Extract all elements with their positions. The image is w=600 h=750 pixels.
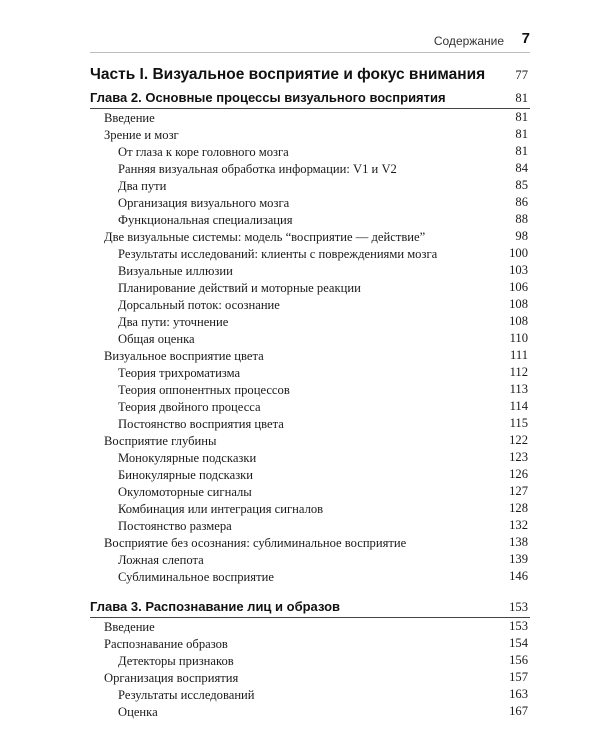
toc-chapter-page: 81 — [515, 91, 528, 105]
toc-subentry — [90, 517, 530, 534]
toc-entry-page: 154 — [509, 636, 528, 650]
toc-entry-page: 81 — [515, 110, 528, 124]
toc-subentry — [90, 398, 530, 415]
toc-subentry — [90, 551, 530, 568]
toc-entry-title: Оценка — [118, 705, 158, 719]
toc-subentry — [90, 466, 530, 483]
toc-chapter-page: 153 — [509, 600, 528, 614]
toc-entry-page: 84 — [515, 161, 528, 175]
toc-entry-title: Организация восприятия — [104, 671, 239, 685]
toc-subentry — [90, 500, 530, 517]
toc-subentry — [90, 313, 530, 330]
toc-entry-page: 127 — [509, 484, 528, 498]
toc-entry — [90, 669, 530, 686]
toc-entry-page: 81 — [515, 144, 528, 158]
toc-entry-title: Введение — [104, 111, 155, 125]
toc-entry-page: 139 — [509, 552, 528, 566]
toc-entry-page: 115 — [509, 416, 528, 430]
toc-entry-page: 126 — [509, 467, 528, 481]
toc-entry — [90, 534, 530, 551]
toc-entry-title: От глаза к коре головного мозга — [118, 145, 289, 159]
toc-entry-page: 153 — [509, 619, 528, 633]
toc-subentry — [90, 211, 530, 228]
toc-entry-title: Введение — [104, 620, 155, 634]
toc-entry-title: Постоянство размера — [118, 519, 232, 533]
table-of-contents — [90, 64, 530, 720]
toc-part-page: 77 — [515, 68, 528, 82]
toc-entry-page: 108 — [509, 314, 528, 328]
toc-entry-title: Результаты исследований: клиенты с повреждениями мозга — [118, 247, 438, 261]
toc-entry-title: Функциональная специализация — [118, 213, 293, 227]
toc-entry-page: 156 — [509, 653, 528, 667]
toc-subentry — [90, 415, 530, 432]
toc-entry-page: 146 — [509, 569, 528, 583]
toc-entry-title: Теория трихроматизма — [118, 366, 241, 380]
toc-subentry — [90, 568, 530, 585]
toc-chapter-3 — [90, 597, 530, 618]
toc-entry-title: Комбинация или интеграция сигналов — [118, 502, 324, 516]
toc-subentry — [90, 703, 530, 720]
toc-entry-page: 110 — [509, 331, 528, 345]
toc-entry-title: Теория оппонентных процессов — [118, 383, 290, 397]
toc-entry-page: 123 — [509, 450, 528, 464]
toc-part-1 — [90, 64, 530, 86]
toc-subentry — [90, 483, 530, 500]
toc-entry-title: Визуальные иллюзии — [118, 264, 233, 278]
toc-entry-page: 81 — [515, 127, 528, 141]
toc-entry-page: 128 — [509, 501, 528, 515]
toc-entry — [90, 618, 530, 635]
toc-subentry — [90, 296, 530, 313]
toc-entry-title: Планирование действий и моторные реакции — [118, 281, 361, 295]
toc-entry — [90, 347, 530, 364]
toc-entry-title: Общая оценка — [118, 332, 195, 346]
toc-chapter-2 — [90, 88, 530, 109]
toc-entry-title: Теория двойного процесса — [118, 400, 261, 414]
toc-entry-title: Детекторы признаков — [118, 654, 234, 668]
toc-entry — [90, 109, 530, 126]
toc-entry-page: 103 — [509, 263, 528, 277]
toc-entry-page: 106 — [509, 280, 528, 294]
toc-entry-page: 98 — [515, 229, 528, 243]
toc-entry-page: 138 — [509, 535, 528, 549]
toc-entry-page: 114 — [509, 399, 528, 413]
toc-subentry — [90, 143, 530, 160]
toc-entry — [90, 228, 530, 245]
toc-entry-page: 85 — [515, 178, 528, 192]
toc-entry-page: 157 — [509, 670, 528, 684]
toc-entry-title: Восприятие без осознания: сублиминальное восприятие — [104, 536, 407, 550]
toc-entry-title: Восприятие глубины — [104, 434, 217, 448]
toc-chapter-title: Глава 3. Распознавание лиц и образов — [90, 599, 341, 614]
toc-subentry — [90, 160, 530, 177]
toc-entry-page: 88 — [515, 212, 528, 226]
toc-entry-page: 132 — [509, 518, 528, 532]
toc-entry-page: 86 — [515, 195, 528, 209]
toc-subentry — [90, 330, 530, 347]
toc-entry-title: Распознавание образов — [104, 637, 228, 651]
toc-entry-title: Две визуальные системы: модель “восприятие — действие” — [104, 230, 426, 244]
toc-entry-page: 167 — [509, 704, 528, 718]
toc-part-title: Часть I. Визуальное восприятие и фокус внимания — [90, 66, 486, 83]
toc-entry — [90, 432, 530, 449]
toc-entry-title: Постоянство восприятия цвета — [118, 417, 284, 431]
toc-subentry — [90, 364, 530, 381]
toc-subentry — [90, 381, 530, 398]
toc-subentry — [90, 262, 530, 279]
toc-subentry — [90, 194, 530, 211]
toc-entry-title: Дорсальный поток: осознание — [118, 298, 280, 312]
toc-entry-title: Ранняя визуальная обработка информации: V1 и V2 — [118, 162, 397, 176]
page-number: 7 — [521, 30, 530, 47]
toc-subentry — [90, 177, 530, 194]
toc-entry — [90, 635, 530, 652]
toc-entry-title: Два пути — [118, 179, 167, 193]
toc-entry-title: Бинокулярные подсказки — [118, 468, 254, 482]
toc-subentry — [90, 686, 530, 703]
toc-entry-page: 111 — [510, 348, 528, 362]
toc-entry-title: Окуломоторные сигналы — [118, 485, 252, 499]
toc-entry — [90, 126, 530, 143]
running-header — [90, 28, 530, 53]
toc-entry-title: Ложная слепота — [118, 553, 204, 567]
toc-entry-page: 112 — [509, 365, 528, 379]
toc-chapter-title: Глава 2. Основные процессы визуального восприятия — [90, 90, 446, 105]
toc-entry-title: Визуальное восприятие цвета — [104, 349, 264, 363]
toc-subentry — [90, 279, 530, 296]
toc-entry-title: Организация визуального мозга — [118, 196, 290, 210]
toc-entry-page: 122 — [509, 433, 528, 447]
toc-subentry — [90, 245, 530, 262]
toc-entry-title: Монокулярные подсказки — [118, 451, 257, 465]
toc-entry-page: 108 — [509, 297, 528, 311]
toc-entry-page: 100 — [509, 246, 528, 260]
toc-entry-page: 113 — [509, 382, 528, 396]
toc-subentry — [90, 449, 530, 466]
toc-entry-title: Зрение и мозг — [104, 128, 179, 142]
toc-entry-page: 163 — [509, 687, 528, 701]
toc-entry-title: Сублиминальное восприятие — [118, 570, 274, 584]
running-header-title: Содержание — [433, 34, 504, 48]
toc-entry-title: Результаты исследований — [118, 688, 255, 702]
toc-subentry — [90, 652, 530, 669]
toc-entry-title: Два пути: уточнение — [118, 315, 229, 329]
